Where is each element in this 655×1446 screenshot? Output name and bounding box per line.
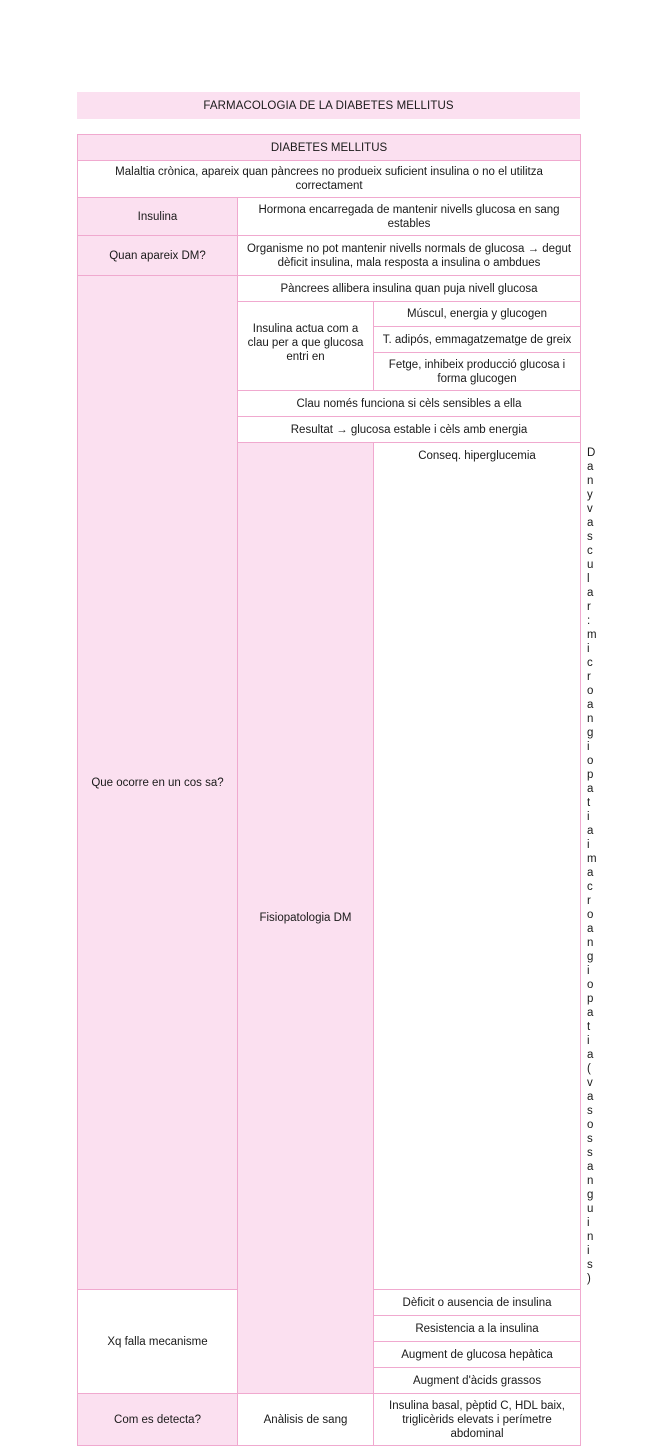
xq-falla-label: Xq falla mecanisme [78,1290,238,1394]
target-adipos: T. adipós, emmagatzematge de greix [374,327,581,353]
table-row [78,236,581,276]
page-title: FARMACOLOGIA DE LA DIABETES MELLITUS [77,92,580,119]
table-row [78,135,581,161]
diabetes-table [77,134,597,1446]
table-row [78,161,581,198]
quan-apareix-value: Organisme no pot mantenir nivells normals de glucosa → degut dèficit insulina, mala resposta a insulina o ambdues [238,236,581,276]
xq-item: Augment de glucosa hepàtica [374,1342,581,1368]
target-muscul: Múscul, energia y glucogen [374,302,581,327]
insulina-value: Hormona encarregada de mantenir nivells glucosa en sang estables [238,198,581,236]
target-fetge: Fetge, inhibeix producció glucosa i forma glucogen [374,353,581,391]
table-row [78,276,581,302]
resultat-cell: Resultat → glucosa estable i cèls amb energia [238,417,581,443]
fisiopatologia-label: Fisiopatologia DM [238,443,374,1394]
detecta-value: Insulina basal, pèptid C, HDL baix, triglicèrids elevats i perímetre abdominal [374,1394,581,1446]
xq-item: Augment d'àcids grassos [374,1368,581,1394]
conseq-label: Conseq. hiperglucemia [374,443,581,1290]
pancrees-cell: Pàncrees allibera insulina quan puja nivell glucosa [238,276,581,302]
xq-item: Dèficit o ausencia de insulina [374,1290,581,1316]
quan-apareix-label: Quan apareix DM? [78,236,238,276]
table-row [78,198,581,236]
clau-cell: Clau només funciona si cèls sensibles a ella [238,391,581,417]
xq-item: Resistencia a la insulina [374,1316,581,1342]
table-row: Fisiopatologia DM Conseq. hiperglucemia Dany vascular: microangiopatia i macroangiopatia (vasos sanguinis) [78,443,581,1290]
que-ocorre-label: Que ocorre en un cos sa? [78,276,238,1290]
detecta-method: Anàlisis de sang [238,1394,374,1446]
table-row [78,1394,581,1446]
table-header: DIABETES MELLITUS [78,135,581,161]
insulina-clau-cell: Insulina actua com a clau per a que glucosa entri en [238,302,374,391]
insulina-label: Insulina [78,198,238,236]
definition-cell: Malaltia crònica, apareix quan pàncrees no produeix suficient insulina o no el utilitza correctament [78,161,581,198]
detecta-label: Com es detecta? [78,1394,238,1446]
